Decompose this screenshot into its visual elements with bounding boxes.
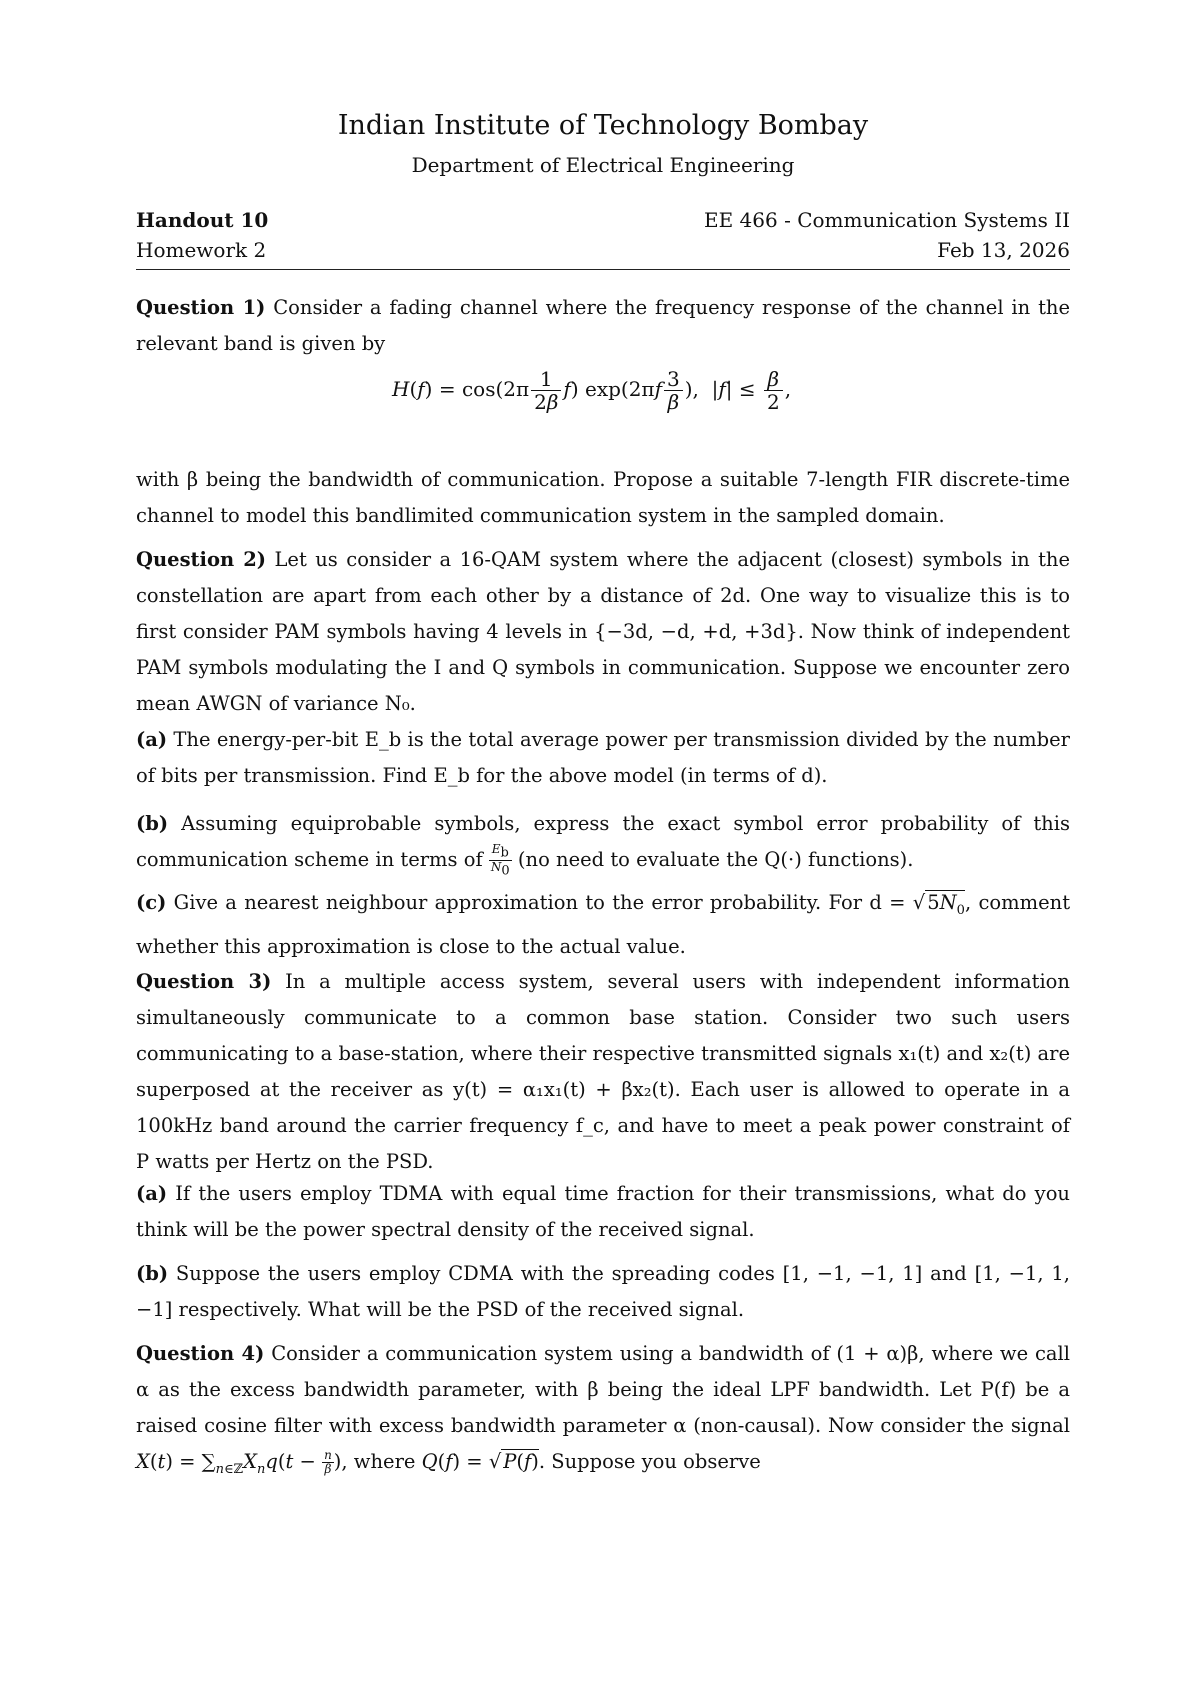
question-3a (136, 1176, 1070, 1248)
question-3-label: Question 3) (136, 970, 272, 993)
question-3b-label: (b) (136, 1262, 169, 1285)
sqrt-5n0: √ $5N_0$, (912, 891, 972, 918)
question-3-text: In a multiple access system, several users with independent information simultaneously communicate to a common base station. Consider two such users communicating to a base-station, where their respective transmitted signals x₁(t) and x₂(t) are superposed at the receiver as y(t) = α₁x₁(t) + βx₂(t). Each user is allowed to operate in a 100kHz band around the carrier frequency f_c, and have to meet a peak power constraint of P watts per Hertz on the PSD. (136, 970, 1070, 1173)
course-name: EE 466 - Communication Systems II (704, 208, 1070, 232)
question-2a-text: The energy-per-bit E_b is the total average power per transmission divided by the number of bits per transmission. Find E_b for the above model (in terms of d). (136, 728, 1070, 787)
question-4-label: Question 4) (136, 1342, 265, 1365)
question-2c-post: comment whether this approximation is close to the actual value. (136, 891, 1071, 958)
signal-equation: $X(t) = \sum_{n\in ℤ}X_nq(t$ − $\frac{n}{\beta}$ ), where Q(f) = √ P(f). (136, 1448, 546, 1477)
question-3a-label: (a) (136, 1182, 168, 1205)
question-2a (136, 722, 1070, 794)
question-2 (136, 542, 1070, 722)
question-3a-text: If the users employ TDMA with equal time fraction for their transmissions, what do you think will be the power spectral density of the received signal. (136, 1182, 1070, 1241)
question-2c-text: Give a nearest neighbour approximation to the error probability. For d = (173, 891, 906, 914)
header-rule (136, 269, 1070, 270)
question-2a-label: (a) (136, 728, 168, 751)
question-1-after: with β being the bandwidth of communication. Propose a suitable 7-length FIR discrete-time channel to model this bandlimited communication system in the sampled domain. (136, 468, 1070, 527)
question-2-text: Let us consider a 16-QAM system where the adjacent (closest) symbols in the constellation are apart from each other by a distance of 2d. One way to visualize this is to first consider PAM symbols having 4 levels in {−3d, −d, +d, +3d}. Now think of independent PAM symbols modulating the I and Q symbols in communication. Suppose we encounter zero mean AWGN of variance N₀. (136, 548, 1071, 715)
question-4-text: Consider a communication system using a bandwidth of (1 + α)β, where we call α as the excess bandwidth parameter, with β being the ideal LPF bandwidth. Let P(f) be a raised cosine filter with excess bandwidth parameter α (non-causal). Now consider the signal (136, 1342, 1070, 1437)
handout-date: Feb 13, 2026 (937, 238, 1070, 262)
frequency-response-equation: H(f) = cos(2π $\frac{1}{2\beta}$ f) exp(2πf $\frac{3}{\beta}$ ), |f| ≤ $\frac{\beta}{2}$ , (392, 367, 792, 414)
question-4 (136, 1336, 1070, 1488)
question-2c (136, 885, 1070, 965)
question-2b (136, 806, 1070, 878)
question-1 (136, 290, 1070, 362)
question-2c-label: (c) (136, 891, 167, 914)
institute-title: Indian Institute of Technology Bombay (337, 110, 869, 141)
question-2b-text: Assuming equiprobable symbols, express the exact symbol error probability of this communication scheme in terms of (136, 812, 1070, 871)
question-4-post: Suppose you observe (551, 1450, 761, 1473)
department-title: Department of Electrical Engineering (411, 153, 795, 177)
question-1-label: Question 1) (136, 296, 266, 319)
handout-number: Handout 10 (136, 208, 269, 232)
question-3 (136, 964, 1070, 1180)
question-2b-post: (no need to evaluate the Q(·) functions). (517, 848, 914, 871)
question-2b-label: (b) (136, 812, 169, 835)
question-3b-text: Suppose the users employ CDMA with the spreading codes [1, −1, −1, 1] and [1, −1, 1, −1] respectively. What will be the PSD of the received signal. (136, 1262, 1070, 1321)
homework-number: Homework 2 (136, 238, 267, 262)
eb-over-n0: $\frac{E_b}{N_0}$ (490, 841, 510, 879)
question-1-text: Consider a fading channel where the frequency response of the channel in the relevant band is given by (136, 296, 1071, 355)
question-3b (136, 1256, 1070, 1328)
question-2-label: Question 2) (136, 548, 266, 571)
